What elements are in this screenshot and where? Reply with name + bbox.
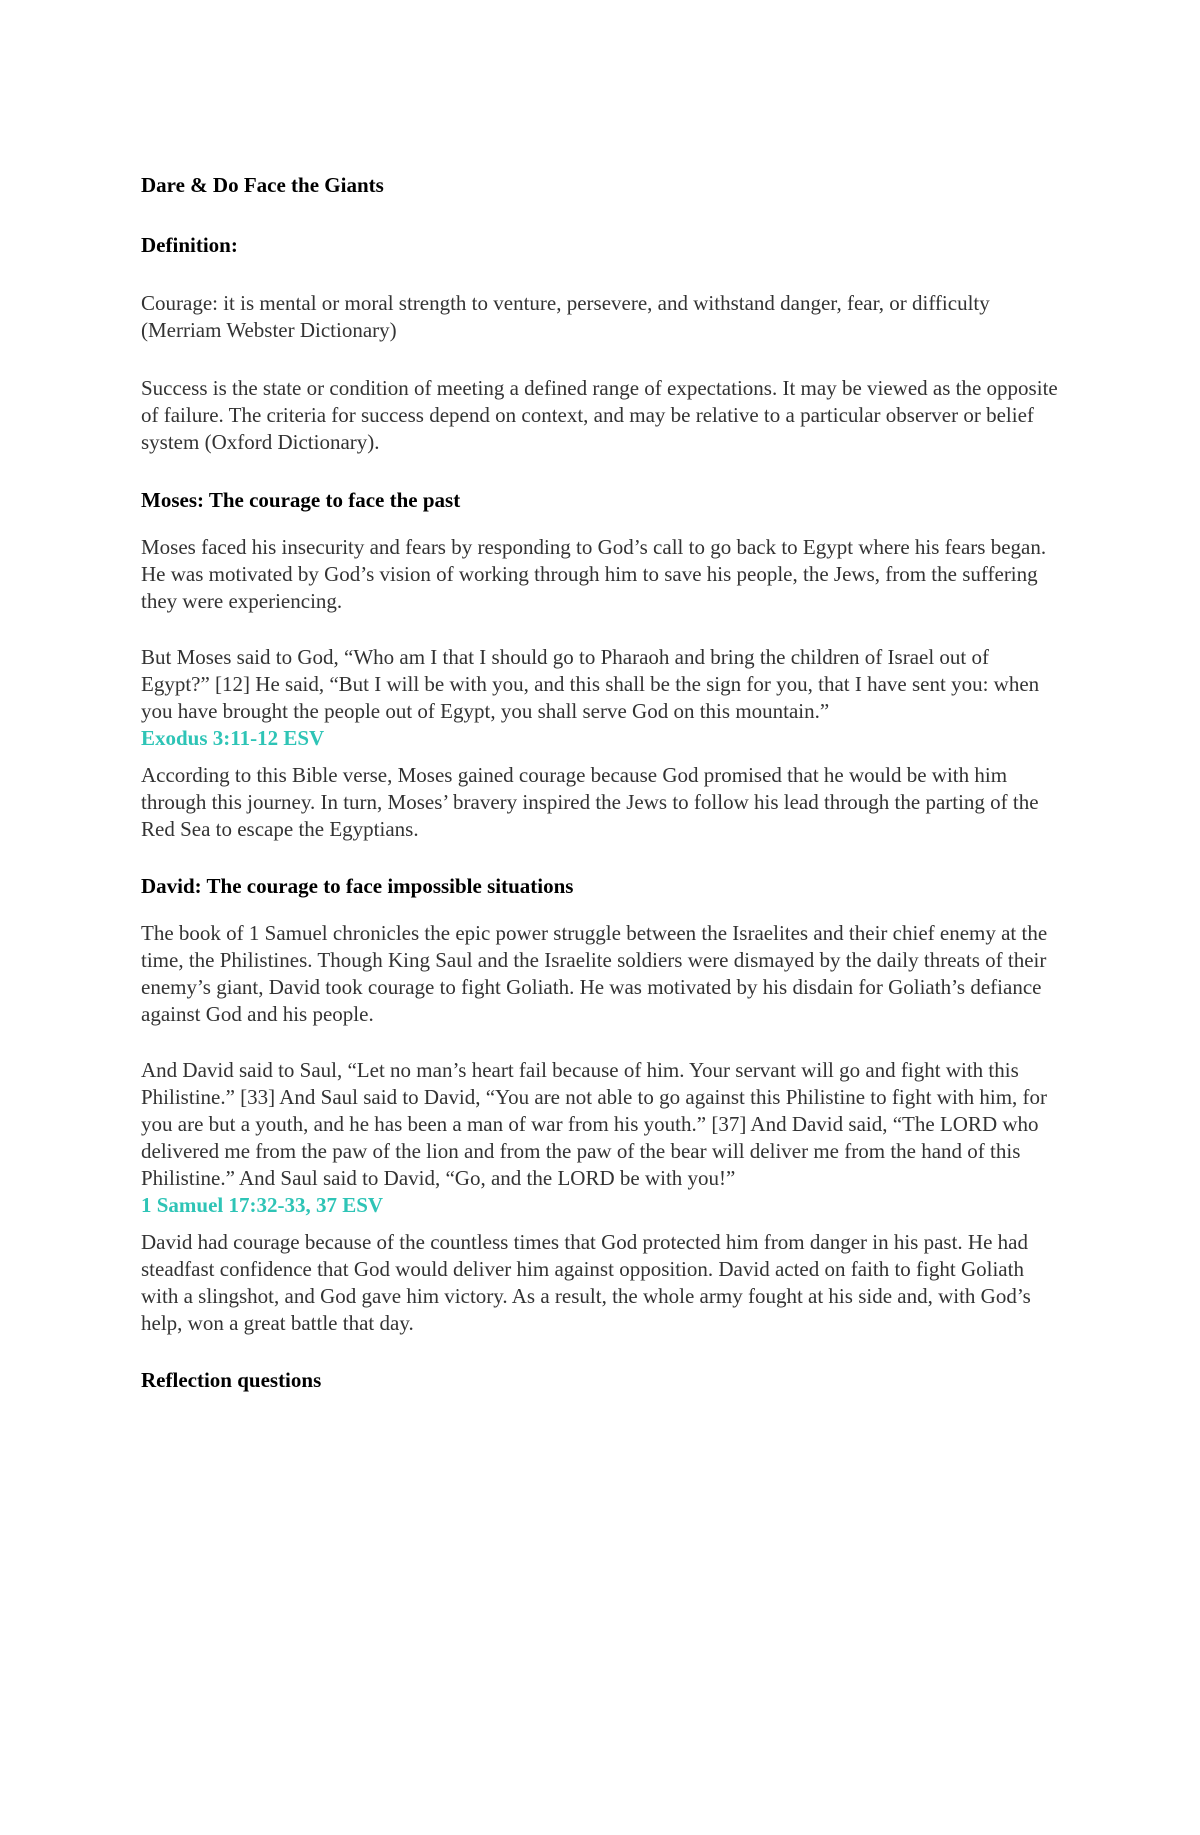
david-reference: 1 Samuel 17:32-33, 37 ESV [141,1193,384,1217]
success-definition: Success is the state or condition of meeting a defined range of expectations. It may be viewed as the opposite of failure. The criteria for success depend on context, and may be relative to a particular observer or belief system (Oxford Dictionary). [141,376,1058,454]
definition-heading: Definition: [141,233,238,257]
david-heading: David: The courage to face impossible situations [141,874,574,898]
moses-quote: But Moses said to God, “Who am I that I should go to Pharaoh and bring the children of Israel out of Egypt?” [12] He said, “But I will be with you, and this shall be the sign for you, that I have sent you: when you have brought the people out of Egypt, you shall serve God on this mountain.” [141,645,1040,723]
reflection-questions-heading: Reflection questions [141,1368,322,1392]
courage-definition: Courage: it is mental or moral strength to venture, persevere, and withstand danger, fear, or difficulty (Merriam Webster Dictionary) [141,291,990,342]
david-reflection: David had courage because of the countless times that God protected him from danger in his past. He had steadfast confidence that God would deliver him against opposition. David acted on faith to fight Goliath with a slingshot, and God gave him victory. As a result, the whole army fought at his side and, with God’s help, won a great battle that day. [141,1230,1031,1335]
moses-reflection: According to this Bible verse, Moses gained courage because God promised that he would be with him through this journey. In turn, Moses’ bravery inspired the Jews to follow his lead through the parting of the Red Sea to escape the Egyptians. [141,763,1039,841]
david-quote: And David said to Saul, “Let no man’s heart fail because of him. Your servant will go and fight with this Philistine.” [33] And Saul said to David, “You are not able to go against this Philistine to fight with him, for you are but a youth, and he has been a man of war from his youth.” [37] And David said, “The LORD who delivered me from the paw of the lion and from the paw of the bear will deliver me from the hand of this Philistine.” And Saul said to David, “Go, and the LORD be with you!” [141,1058,1048,1190]
document-page [141,172,1061,1394]
moses-reference: Exodus 3:11-12 ESV [141,726,325,750]
moses-heading: Moses: The courage to face the past [141,488,461,512]
document-title: Dare & Do Face the Giants [141,173,384,197]
david-intro: The book of 1 Samuel chronicles the epic power struggle between the Israelites and their chief enemy at the time, the Philistines. Though King Saul and the Israelite soldiers were dismayed by the daily threats of their enemy’s giant, David took courage to fight Goliath. He was motivated by his disdain for Goliath’s defiance against God and his people. [141,921,1048,1026]
moses-intro: Moses faced his insecurity and fears by responding to God’s call to go back to Egypt where his fears began. He was motivated by God’s vision of working through him to save his people, the Jews, from the suffering they were experiencing. [141,535,1047,613]
